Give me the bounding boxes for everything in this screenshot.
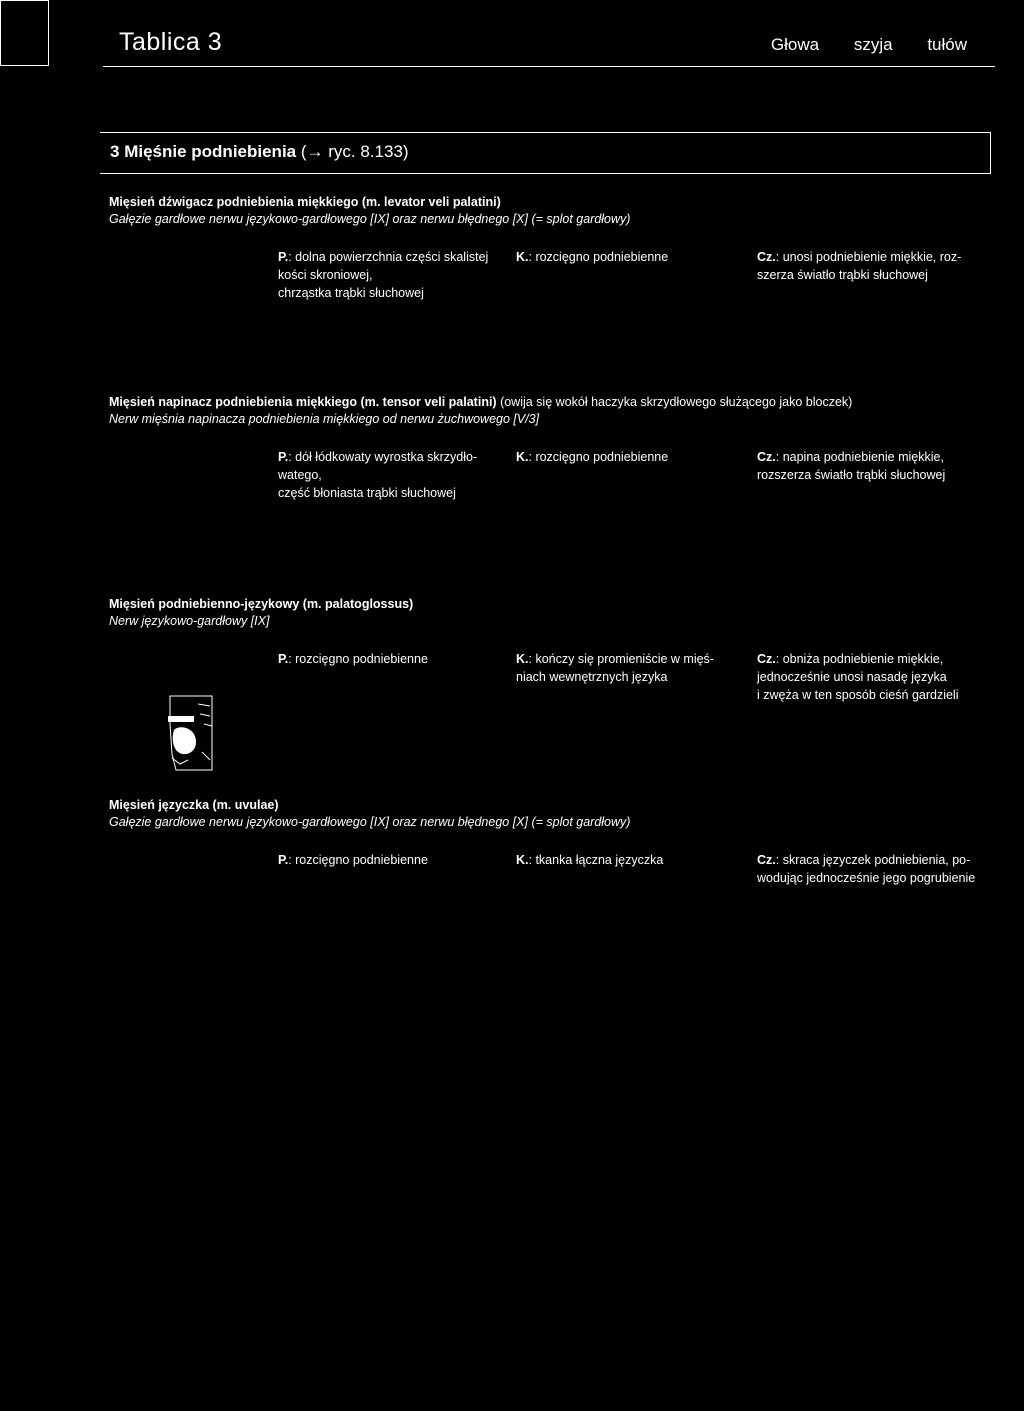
insertion-label: K.	[516, 652, 529, 666]
function-text: jednocześnie unosi nasadę języka	[757, 670, 947, 684]
muscle-name-text: Mięsień napinacz podniebienia miękkiego (m. tensor veli palatini)	[109, 395, 497, 409]
section-ref: (→ ryc. 8.133)	[300, 142, 409, 161]
insertion-column	[516, 448, 741, 466]
section-title	[110, 142, 409, 162]
function-text: : obniża podniebienie miękkie,	[775, 652, 944, 666]
origin-text: chrząstka trąbki słuchowej	[278, 286, 424, 300]
function-label: Cz.	[757, 450, 776, 464]
function-column	[757, 650, 989, 704]
nav-item-tulow[interactable]: tułów	[927, 35, 967, 54]
insertion-label: K.	[516, 853, 529, 867]
page-title: Tablica 3	[119, 28, 223, 56]
muscle-name	[109, 798, 279, 812]
origin-label: P.	[278, 652, 289, 666]
origin-text: część błoniasta trąbki słuchowej	[278, 486, 456, 500]
insertion-column	[516, 248, 741, 266]
function-text: : unosi podniebienie miękkie, roz-	[775, 250, 962, 264]
origin-column	[278, 650, 500, 668]
origin-text: kości skroniowej,	[278, 268, 373, 282]
muscle-name-text: Mięsień podniebienno-językowy (m. palatoglossus)	[109, 597, 414, 611]
origin-column	[278, 851, 500, 869]
section-title-text: Mięśnie podniebienia	[124, 142, 297, 161]
origin-text: : rozcięgno podniebienne	[288, 853, 428, 867]
muscle-illustration	[166, 694, 216, 772]
muscle-name	[109, 195, 501, 209]
muscle-note: (owija się wokół haczyka skrzydłowego służącego jako bloczek)	[496, 395, 853, 409]
function-column	[757, 448, 989, 484]
section-number: 3	[110, 142, 120, 161]
insertion-text: : tkanka łączna języczka	[528, 853, 664, 867]
nav-item-glowa[interactable]: Głowa	[770, 35, 820, 54]
nav-item-szyja[interactable]: szyja	[853, 35, 893, 54]
header-nav	[741, 35, 967, 55]
function-label: Cz.	[757, 652, 776, 666]
function-text: wodując jednocześnie jego pogrubienie	[757, 871, 976, 885]
function-text: szerza światło trąbki słuchowej	[757, 268, 928, 282]
origin-text: watego,	[278, 468, 322, 482]
insertion-text: : rozcięgno podniebienne	[528, 250, 669, 264]
function-column	[757, 851, 989, 887]
muscle-name	[109, 395, 852, 409]
insertion-text: niach wewnętrznych języka	[516, 670, 668, 684]
function-text: : napina podniebienie miękkie,	[775, 450, 944, 464]
origin-text: : dolna powierzchnia części skalistej	[288, 250, 489, 264]
insertion-text: : rozcięgno podniebienne	[528, 450, 669, 464]
muscle-name-text: Mięsień dźwigacz podniebienia miękkiego (m. levator veli palatini)	[109, 195, 501, 209]
origin-text: : dół łódkowaty wyrostka skrzydło-	[288, 450, 478, 464]
header-rule	[103, 66, 995, 67]
muscle-nerve: Gałęzie gardłowe nerwu językowo-gardłowego [IX] oraz nerwu błędnego [X] (= splot gardłowy)	[109, 815, 631, 829]
origin-label: P.	[278, 450, 289, 464]
origin-label: P.	[278, 853, 289, 867]
origin-label: P.	[278, 250, 289, 264]
insertion-label: K.	[516, 250, 529, 264]
origin-text: : rozcięgno podniebienne	[288, 652, 428, 666]
insertion-column	[516, 650, 741, 686]
insertion-column	[516, 851, 741, 869]
muscle-name	[109, 597, 413, 611]
insertion-text: : kończy się promieniście w mięś-	[528, 652, 714, 666]
function-text: i zwęża w ten sposób cieśń gardzieli	[757, 688, 959, 702]
muscle-nerve: Nerw mięśnia napinacza podniebienia miękkiego od nerwu żuchwowego [V/3]	[109, 412, 540, 426]
corner-box	[0, 0, 49, 66]
muscle-nerve: Gałęzie gardłowe nerwu językowo-gardłowego [IX] oraz nerwu błędnego [X] (= splot gardłowy)	[109, 212, 631, 226]
function-label: Cz.	[757, 853, 776, 867]
function-text: rozszerza światło trąbki słuchowej	[757, 468, 946, 482]
muscle-nerve: Nerw językowo-gardłowy [IX]	[109, 614, 270, 628]
muscle-name-text: Mięsień języczka (m. uvulae)	[109, 798, 279, 812]
origin-column	[278, 248, 500, 302]
function-label: Cz.	[757, 250, 776, 264]
function-text: : skraca języczek podniebienia, po-	[775, 853, 971, 867]
origin-column	[278, 448, 500, 502]
insertion-label: K.	[516, 450, 529, 464]
function-column	[757, 248, 989, 284]
